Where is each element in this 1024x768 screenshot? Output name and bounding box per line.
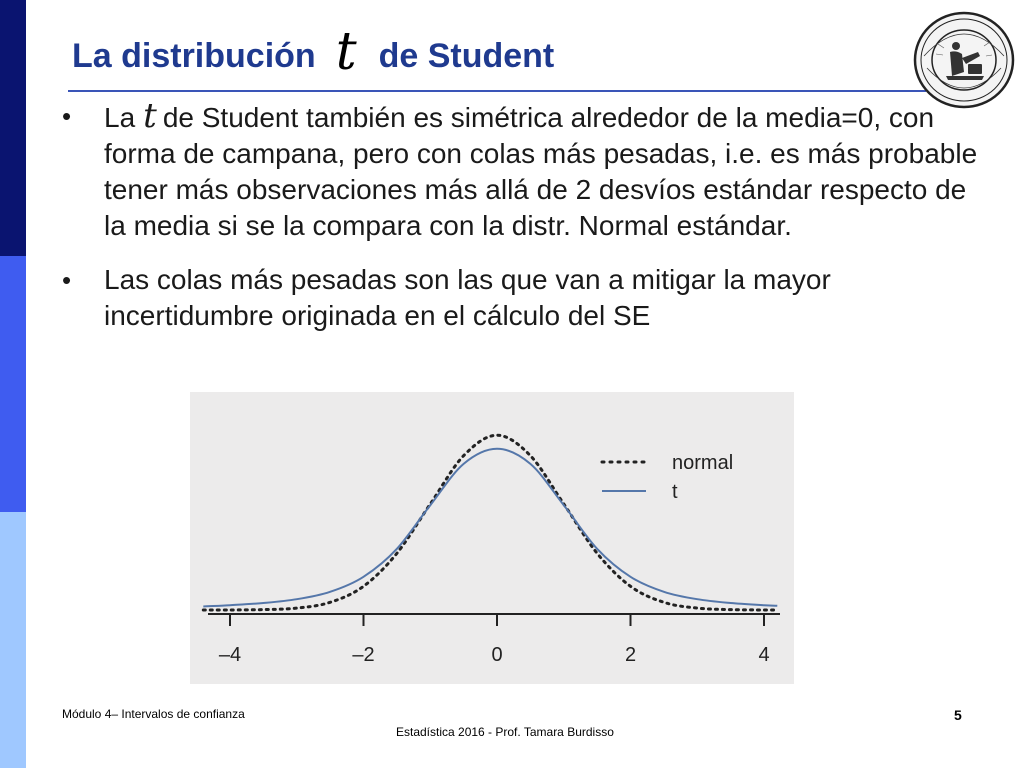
bullet-1-text-after: de Student también es simétrica alrededor de la media=0, con forma de campana, pero con colas más pesadas, i.e. es más probable tener más observaciones más allá de 2 desvíos estándar respecto de la media si se la compara con la distr. Normal estándar. xyxy=(104,102,978,241)
legend-label-t: t xyxy=(672,481,678,503)
bullet-2-text: Las colas más pesadas son las que van a mitigar la mayor incertidumbre originada en el cálculo del SE xyxy=(104,264,831,331)
title-text-after: de Student xyxy=(378,36,555,75)
bullet-item-1 xyxy=(58,98,978,244)
distribution-figure xyxy=(190,392,794,684)
bullet-list xyxy=(58,98,978,352)
accent-bar-light xyxy=(0,512,26,768)
accent-bar-dark xyxy=(0,0,26,256)
university-seal-icon xyxy=(912,10,1016,110)
page-number: 5 xyxy=(954,707,962,723)
distribution-chart xyxy=(190,392,794,684)
bullet-dot-icon: • xyxy=(62,265,72,295)
footer-module: Módulo 4– Intervalos de confianza xyxy=(62,707,245,721)
accent-bar-mid xyxy=(0,256,26,512)
bullet-1-text-before: La xyxy=(104,102,136,133)
x-tick-label: 4 xyxy=(758,644,770,666)
title-underline xyxy=(68,90,926,92)
x-tick-label: 2 xyxy=(624,644,637,666)
bullet-1-t-symbol: t xyxy=(143,96,157,136)
footer-course: Estadística 2016 - Prof. Tamara Burdisso xyxy=(396,725,614,739)
title-t-symbol: t xyxy=(335,22,357,82)
x-tick-label: –4 xyxy=(218,644,242,666)
legend-label-normal: normal xyxy=(672,452,734,474)
title-text-before: La distribución xyxy=(72,36,316,75)
slide-title xyxy=(72,22,555,84)
bullet-item-2 xyxy=(58,262,978,334)
bullet-dot-icon: • xyxy=(62,101,72,131)
x-tick-label: 0 xyxy=(491,644,503,666)
x-tick-label: –2 xyxy=(352,644,375,666)
